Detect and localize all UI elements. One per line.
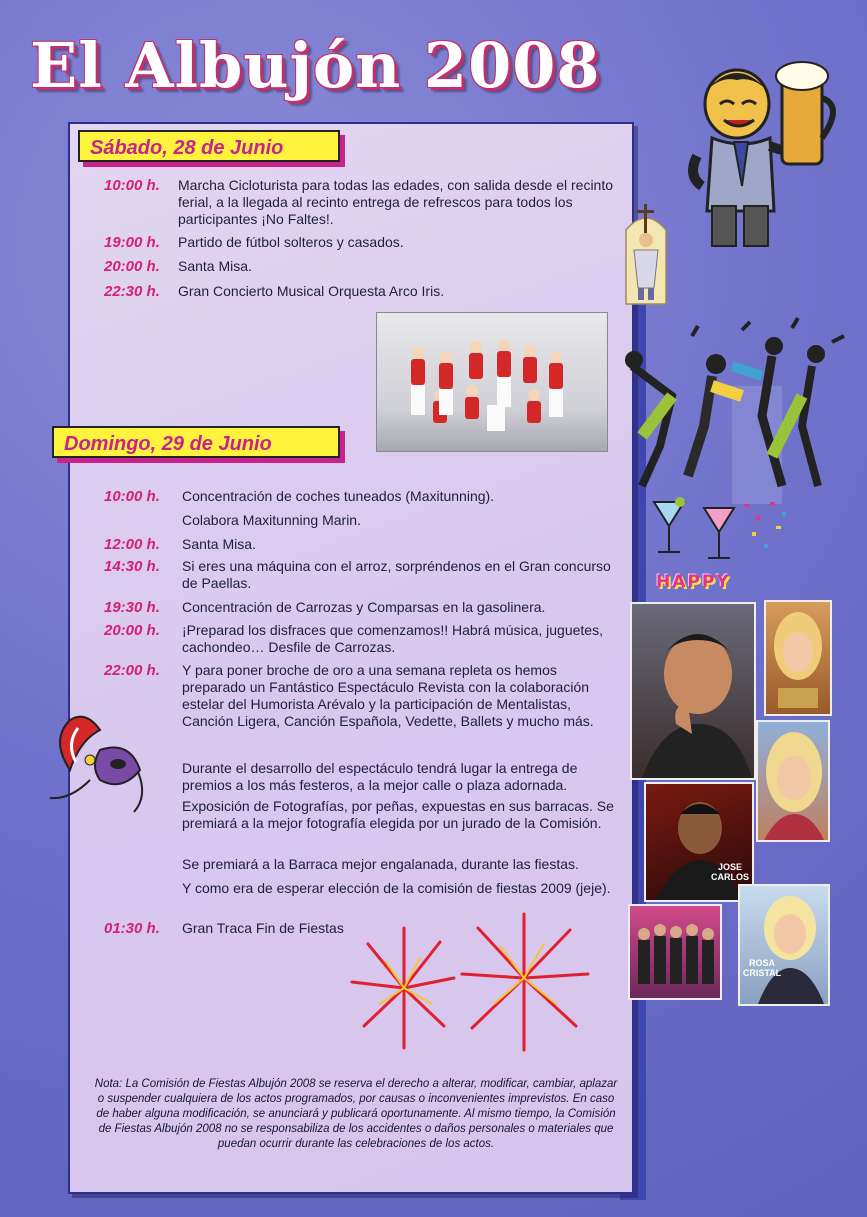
day-banner-saturday: Sábado, 28 de Junio	[78, 130, 340, 162]
event-row	[104, 177, 624, 228]
day-banner-sunday: Domingo, 29 de Junio	[52, 426, 340, 458]
dancers-photo	[376, 312, 608, 452]
event-time: 12:00 h.	[104, 536, 160, 553]
event-description: Si eres una máquina con el arroz, sorpréndenos en el Gran concurso de Paellas.	[182, 558, 611, 591]
event-row	[104, 798, 624, 832]
event-time: 10:00 h.	[104, 488, 160, 505]
event-description: Marcha Cicloturista para todas las edades, con salida desde el recinto ferial, a la llegada al recinto entrega de refrescos para todos los participantes ¡No Faltes!.	[178, 177, 614, 227]
event-row	[104, 760, 624, 794]
event-description: Y como era de esperar elección de la comisión de fiestas 2009 (jeje).	[182, 880, 611, 896]
page-title: El Albujón 2008	[30, 29, 601, 102]
event-time	[104, 880, 182, 897]
event-description: Se premiará a la Barraca mejor engalanada, durante las fiestas.	[182, 856, 579, 872]
cocktails-illustration	[644, 492, 794, 572]
event-time: 01:30 h.	[104, 920, 160, 937]
event-description: Colabora Maxitunning Marin.	[182, 512, 361, 528]
event-row	[104, 234, 624, 251]
event-row	[104, 662, 624, 730]
event-row	[104, 488, 624, 505]
event-time	[104, 856, 182, 873]
artist-photo-vedette	[756, 720, 830, 842]
event-description: ¡Preparad los disfraces que comenzamos!! Habrá música, juguetes, cachondeo… Desfile de Carrozas.	[182, 622, 603, 655]
event-time: 10:00 h.	[104, 177, 160, 194]
event-row	[104, 622, 624, 656]
event-description: Gran Traca Fin de Fiestas	[182, 920, 344, 936]
artist-photo-singer-blonde	[764, 600, 832, 716]
artist-photo-humorist	[630, 602, 756, 780]
happy-hour-logo: HAPPY	[656, 572, 731, 592]
event-row	[104, 258, 624, 275]
rosa-cristal-portrait	[740, 886, 828, 1004]
dancing-crowd-illustration	[612, 316, 852, 506]
event-description: Partido de fútbol solteros y casados.	[178, 234, 404, 250]
carnival-mask-illustration	[30, 700, 160, 820]
event-description: Concentración de Carrozas y Comparsas en la gasolinera.	[182, 599, 546, 615]
event-description: Durante el desarrollo del espectáculo tendrá lugar la entrega de premios a los más festeros, a la mejor calle o plaza adornada.	[182, 760, 578, 793]
event-time: 19:00 h.	[104, 234, 160, 251]
event-time: 20:00 h.	[104, 258, 160, 275]
band-portrait	[630, 906, 720, 998]
event-time	[104, 512, 182, 529]
event-description: Santa Misa.	[178, 258, 252, 274]
event-time: 20:00 h.	[104, 622, 160, 639]
event-description: Y para poner broche de oro a una semana repleta os hemos preparado un Fantástico Espectáculo Revista con la colaboración estelar del Humorista Arévalo y la participación de Mentalistas, Canción Ligera, Canción Española, Vedette, Ballets y mucho más.	[182, 662, 594, 729]
blonde-singer-portrait	[766, 602, 830, 714]
event-row	[104, 536, 624, 553]
event-description: Gran Concierto Musical Orquesta Arco Iris.	[178, 283, 445, 299]
event-time: 22:00 h.	[104, 662, 160, 679]
event-row	[104, 599, 624, 616]
event-time: 19:30 h.	[104, 599, 160, 616]
event-row	[104, 856, 624, 873]
event-row	[104, 880, 624, 897]
event-description: Santa Misa.	[182, 536, 256, 552]
band-photo-group	[628, 904, 722, 1000]
event-description: Exposición de Fotografías, por peñas, expuestas en sus barracas. Se premiará a la mejor fotografía elegida por un jurado de la Comisión.	[182, 798, 614, 831]
dancers-silhouettes	[377, 313, 607, 451]
beer-man-illustration	[682, 46, 852, 256]
event-time: 22:30 h.	[104, 283, 160, 300]
event-row	[104, 283, 624, 300]
vedette-portrait	[758, 722, 828, 840]
cd-caption-rosa-cristal: ROSA CRISTAL	[742, 958, 782, 978]
event-row	[104, 558, 624, 592]
jose-carlos-portrait	[646, 784, 752, 900]
event-row	[104, 512, 624, 529]
artist-photo-rosa-cristal	[738, 884, 830, 1006]
event-time: 14:30 h.	[104, 558, 160, 575]
fireworks-illustration	[344, 908, 614, 1056]
disclaimer-note: Nota: La Comisión de Fiestas Albujón 2008 se reserva el derecho a alterar, modificar, cambiar, aplazar o suspender cualquiera de los actos programados, por causas o inconvenientes imprevistos. En caso de haber alguna modificación, se anunciará y publicará oportunamente. Al mismo tiempo, la Comisión de Fiestas Albujón 2008 no se responsabiliza de los accidentes o daños personales o materiales que puedan ocurrir durante las celebraciones de los actos.	[94, 1078, 618, 1150]
event-description: Concentración de coches tuneados (Maxitunning).	[182, 488, 495, 504]
saint-figure-illustration	[616, 200, 676, 308]
cd-caption-jose-carlos: JOSE CARLOS	[711, 862, 749, 882]
humorist-portrait	[632, 604, 754, 778]
